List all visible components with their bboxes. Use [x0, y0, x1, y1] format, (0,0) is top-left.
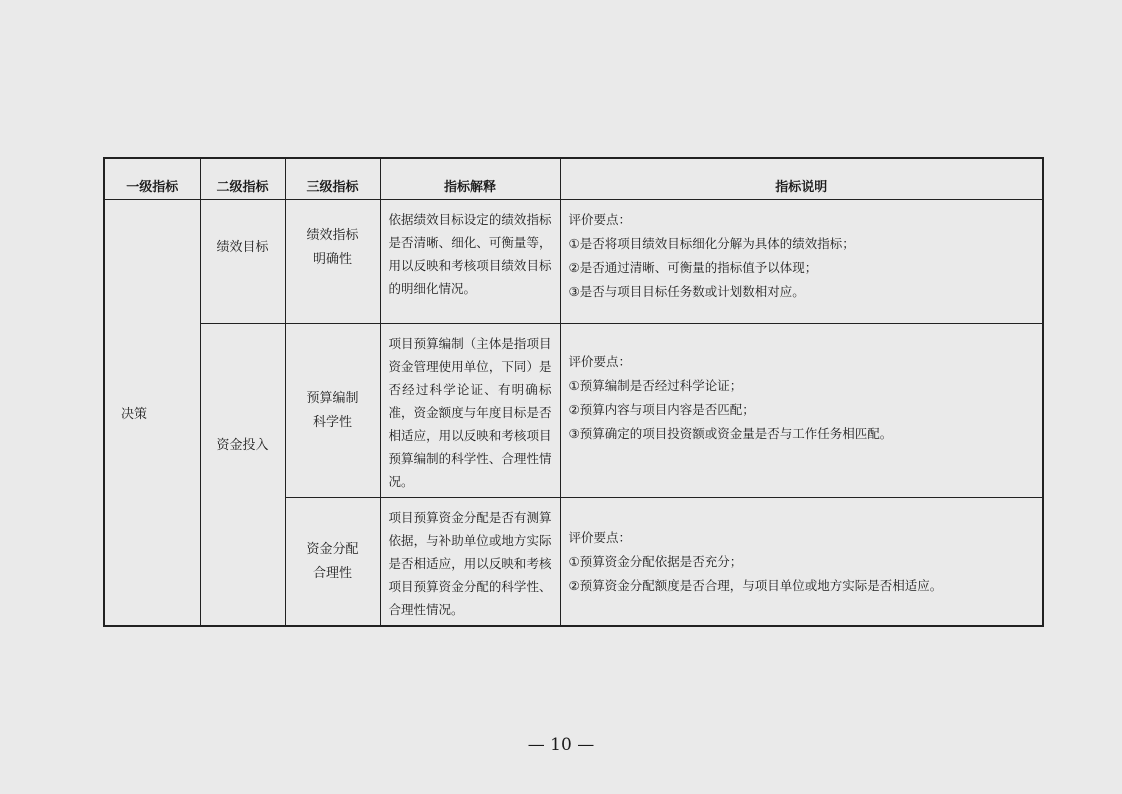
description-line: ②是否通过清晰、可衡量的指标值予以体现； — [568, 260, 818, 275]
header-explanation: 指标解释 — [380, 158, 560, 200]
explanation-cell: 依据绩效目标设定的绩效指标是否清晰、细化、可衡量等，用以反映和考核项目绩效目标的明细化情况。 — [380, 200, 560, 324]
indicator-table-container — [103, 157, 1042, 627]
header-level2: 二级指标 — [200, 158, 285, 200]
description-line: ②预算内容与项目内容是否匹配； — [568, 402, 755, 417]
table-header-row — [104, 158, 1043, 200]
page-number: — 10 — — [527, 735, 595, 755]
level3-line: 科学性 — [312, 414, 352, 430]
description-line: 评价要点： — [568, 354, 632, 369]
description-line: 评价要点： — [568, 529, 632, 545]
level3-line: 合理性 — [312, 565, 352, 581]
description-cell — [560, 324, 1043, 498]
description-line: ②预算资金分配额度是否合理，与项目单位或地方实际是否相适应。 — [568, 577, 943, 593]
level3-line: 明确性 — [312, 252, 352, 267]
header-level3: 三级指标 — [285, 158, 380, 200]
indicator-table — [103, 157, 1044, 627]
level3-line: 预算编制 — [306, 390, 359, 406]
explanation-cell: 项目预算资金分配是否有测算依据，与补助单位或地方实际是否相适应，用以反映和考核项目预算资金分配的科学性、合理性情况。 — [380, 498, 560, 627]
table-row — [104, 324, 1043, 498]
level2-cell-goal: 绩效目标 — [200, 200, 285, 324]
description-line: 评价要点： — [568, 212, 632, 227]
level3-cell — [285, 200, 380, 324]
level3-line: 绩效指标 — [306, 228, 359, 243]
level2-cell-funds: 资金投入 — [200, 324, 285, 627]
description-line: ③是否与项目目标任务数或计划数相对应。 — [568, 284, 805, 299]
table-row — [104, 200, 1043, 324]
description-line: ③预算确定的项目投资额或资金量是否与工作任务相匹配。 — [568, 426, 893, 441]
explanation-cell: 项目预算编制（主体是指项目资金管理使用单位，下同）是否经过科学论证、有明确标准，资金额度与年度目标是否相适应，用以反映和考核项目预算编制的科学性、合理性情况。 — [380, 324, 560, 498]
level3-line: 资金分配 — [306, 541, 359, 557]
description-cell — [560, 498, 1043, 627]
description-line: ①预算编制是否经过科学论证； — [568, 378, 743, 393]
description-line: ①是否将项目绩效目标细化分解为具体的绩效指标； — [568, 236, 855, 251]
description-cell — [560, 200, 1043, 324]
level1-cell: 决策 — [104, 200, 200, 627]
description-line: ①预算资金分配依据是否充分； — [568, 553, 743, 569]
level3-cell — [285, 324, 380, 498]
header-level1: 一级指标 — [104, 158, 200, 200]
level3-cell — [285, 498, 380, 627]
header-description: 指标说明 — [560, 158, 1043, 200]
